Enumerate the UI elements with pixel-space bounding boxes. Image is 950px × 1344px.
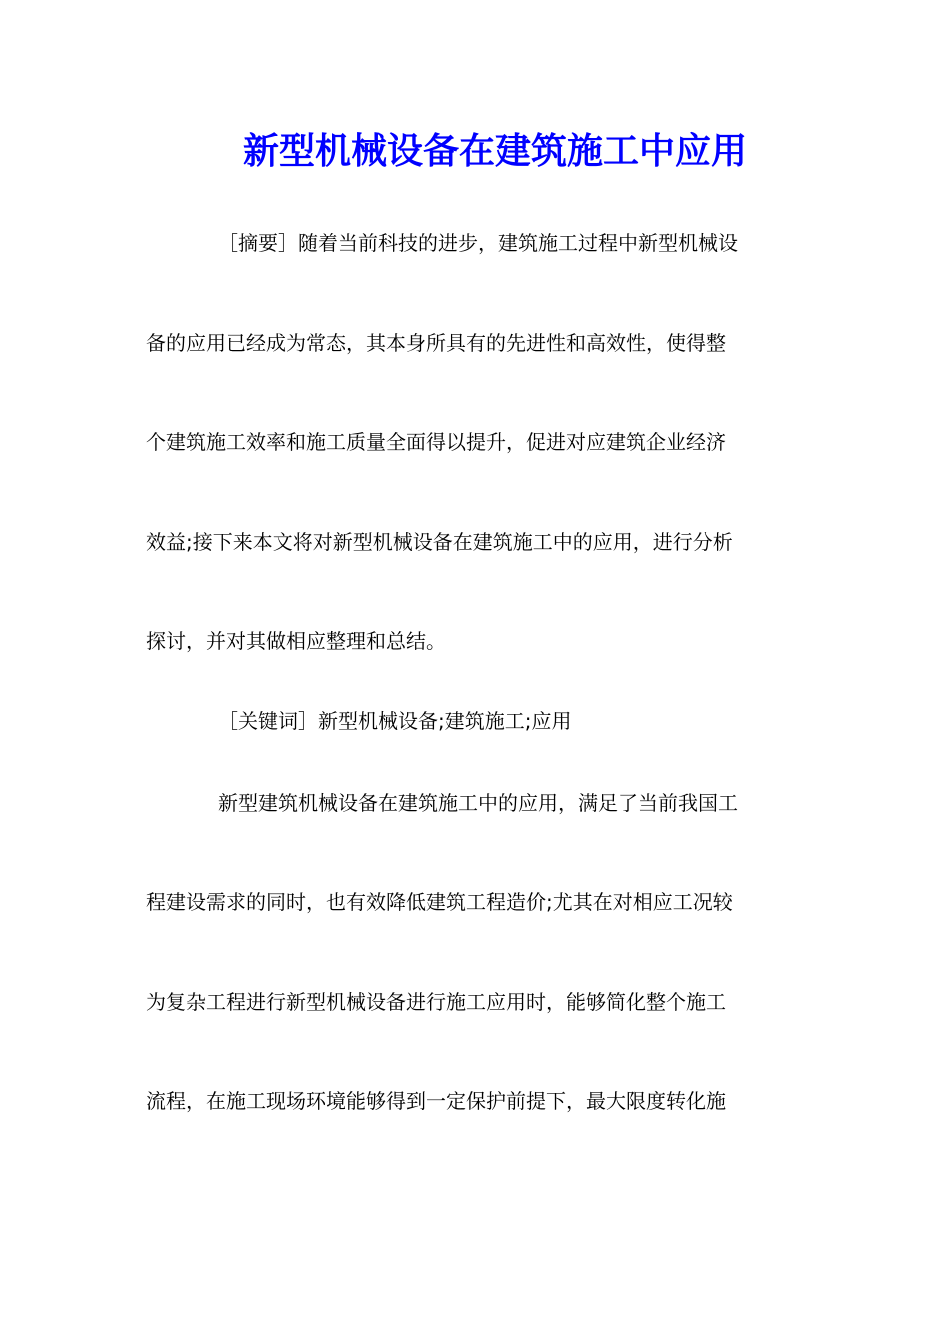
body-line-2: 程建设需求的同时，也有效降低建筑工程造价;尤其在对相应工况较 [146,890,733,914]
document-title: 新型机械设备在建筑施工中应用 [242,130,747,172]
abstract-line-4: 效益;接下来本文将对新型机械设备在建筑施工中的应用，进行分析 [146,530,733,554]
keywords-line: ［关键词］新型机械设备;建筑施工;应用 [218,709,572,733]
abstract-line-5: 探讨，并对其做相应整理和总结。 [146,629,446,653]
abstract-line-3: 个建筑施工效率和施工质量全面得以提升，促进对应建筑企业经济 [146,430,726,454]
abstract-line-1: ［摘要］随着当前科技的进步，建筑施工过程中新型机械设 [218,231,738,255]
body-line-3: 为复杂工程进行新型机械设备进行施工应用时，能够简化整个施工 [146,990,726,1014]
body-line-1: 新型建筑机械设备在建筑施工中的应用，满足了当前我国工 [218,791,738,815]
abstract-line-2: 备的应用已经成为常态，其本身所具有的先进性和高效性，使得整 [146,331,726,355]
body-line-4: 流程，在施工现场环境能够得到一定保护前提下，最大限度转化施 [146,1089,726,1113]
